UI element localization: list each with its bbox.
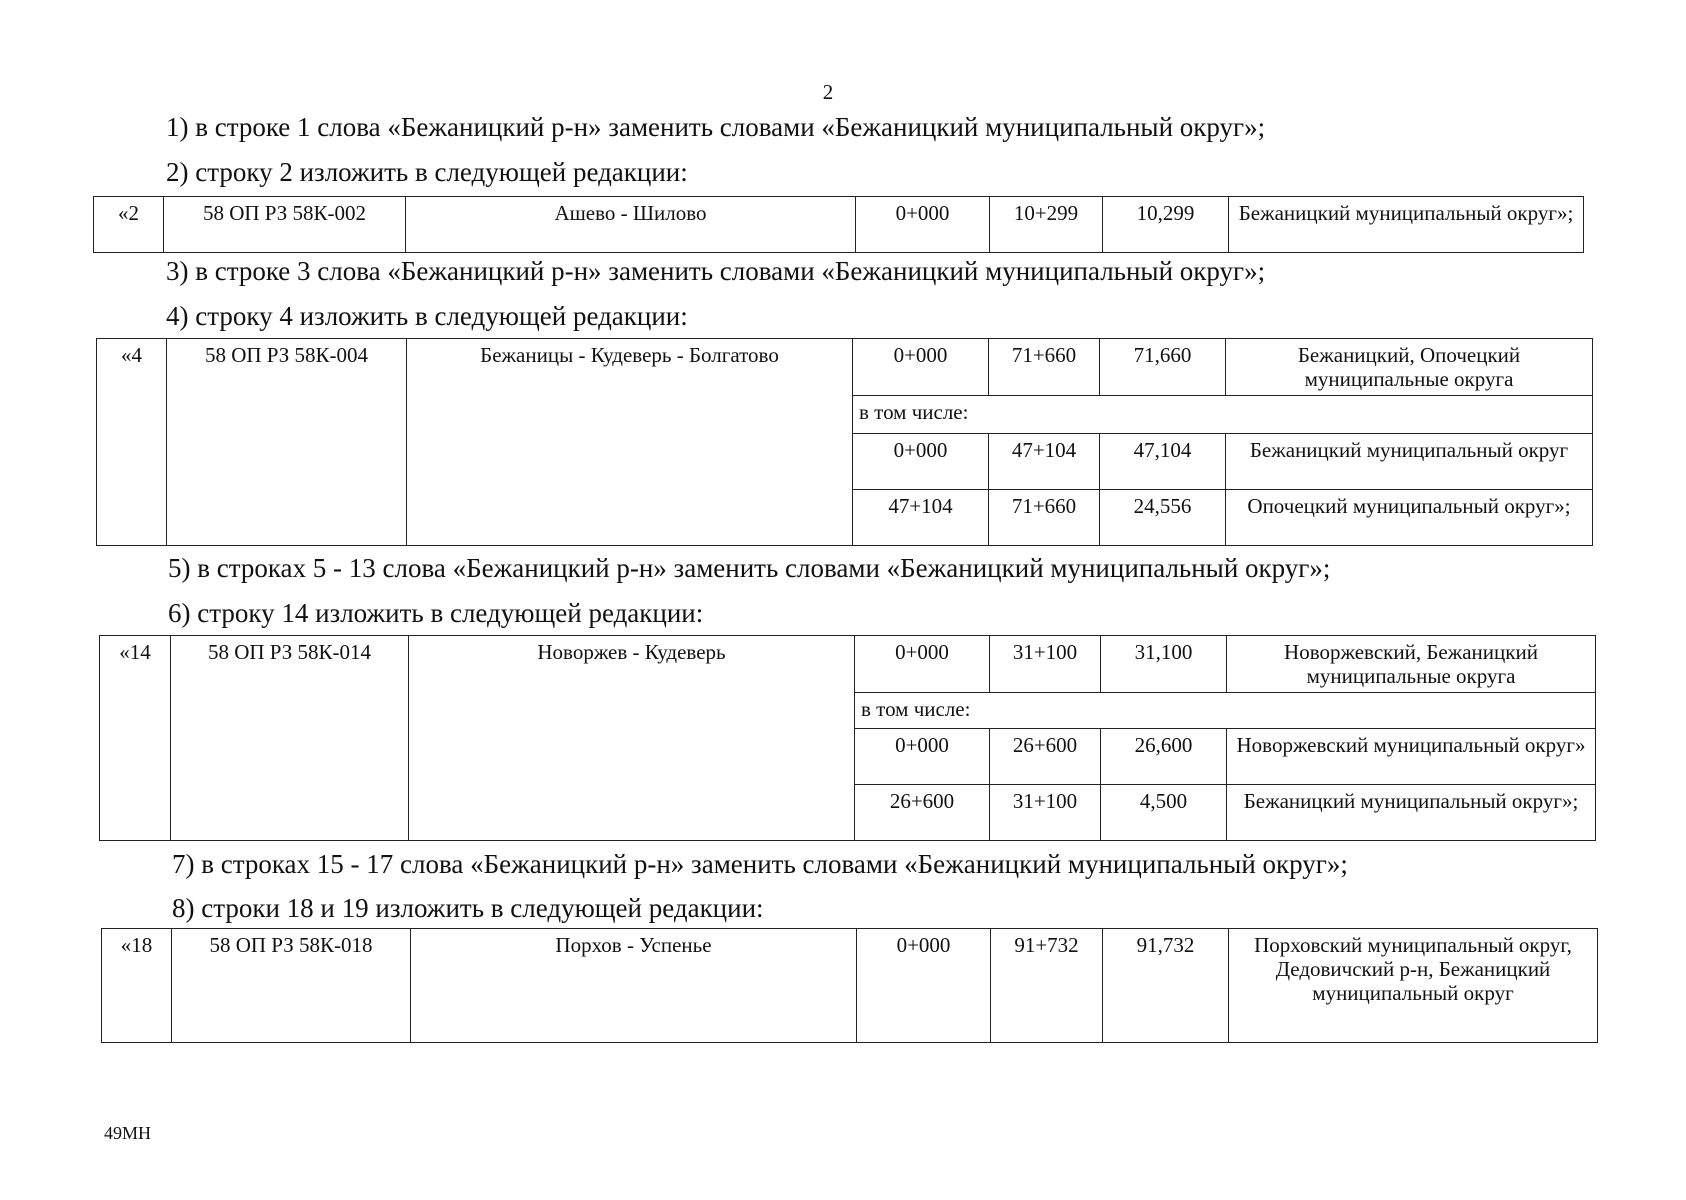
road-name: Ашево - Шилово	[406, 197, 856, 253]
table-row	[100, 636, 1596, 693]
municipality: Новоржевский муниципальный округ»	[1227, 729, 1596, 785]
paragraph-5: 5) в строках 5 - 13 слова «Бежаницкий р-н» заменить словами «Бежаницкий муниципальный округ»;	[168, 553, 1331, 583]
paragraph-6: 6) строку 14 изложить в следующей редакции:	[168, 598, 704, 628]
end-km: 26+600	[990, 729, 1101, 785]
row-number: «18	[102, 929, 172, 1043]
length-km: 24,556	[1100, 490, 1226, 546]
road-code: 58 ОП РЗ 58К-004	[167, 339, 407, 546]
end-km: 71+660	[989, 339, 1100, 396]
start-km: 0+000	[855, 636, 990, 693]
amendment-table-row-18	[101, 928, 1598, 1043]
paragraph-1: 1) в строке 1 слова «Бежаницкий р-н» заменить словами «Бежаницкий муниципальный округ»;	[166, 112, 1266, 142]
municipality: Бежаницкий муниципальный округ	[1226, 434, 1593, 490]
paragraph-8: 8) строки 18 и 19 изложить в следующей редакции:	[172, 893, 764, 923]
start-km: 0+000	[857, 929, 991, 1043]
road-name: Новоржев - Кудеверь	[409, 636, 855, 841]
table-row	[94, 197, 1584, 253]
length-km: 91,732	[1103, 929, 1229, 1043]
end-km: 10+299	[990, 197, 1103, 253]
paragraph-2: 2) строку 2 изложить в следующей редакции:	[166, 157, 688, 187]
municipality: Бежаницкий муниципальный округ»;	[1229, 197, 1584, 253]
length-km: 26,600	[1101, 729, 1227, 785]
including-label: в том числе:	[855, 693, 1596, 729]
end-km: 47+104	[989, 434, 1100, 490]
paragraph-4: 4) строку 4 изложить в следующей редакции:	[166, 301, 688, 331]
road-code: 58 ОП РЗ 58К-018	[172, 929, 411, 1043]
municipality: Новоржевский, Бежаницкий муниципальные округа	[1227, 636, 1596, 693]
length-km: 71,660	[1100, 339, 1226, 396]
row-number: «4	[97, 339, 167, 546]
table-row	[97, 339, 1593, 396]
start-km: 26+600	[855, 785, 990, 841]
start-km: 0+000	[853, 434, 989, 490]
municipality: Бежаницкий муниципальный округ»;	[1227, 785, 1596, 841]
road-code: 58 ОП РЗ 58К-014	[171, 636, 409, 841]
municipality: Опочецкий муниципальный округ»;	[1226, 490, 1593, 546]
municipality: Порховский муниципальный округ, Дедовичский р-н, Бежаницкий муниципальный округ	[1229, 929, 1598, 1043]
end-km: 31+100	[990, 636, 1101, 693]
amendment-table-row-2	[93, 196, 1584, 253]
amendment-table-row-14	[99, 635, 1596, 841]
page-number: 2	[822, 80, 834, 104]
municipality: Бежаницкий, Опочецкий муниципальные округа	[1226, 339, 1593, 396]
end-km: 31+100	[990, 785, 1101, 841]
start-km: 0+000	[853, 339, 989, 396]
paragraph-7: 7) в строках 15 - 17 слова «Бежаницкий р-н» заменить словами «Бежаницкий муниципальный округ»;	[172, 849, 1348, 879]
length-km: 31,100	[1101, 636, 1227, 693]
start-km: 0+000	[855, 729, 990, 785]
road-code: 58 ОП РЗ 58К-002	[164, 197, 406, 253]
table-row	[102, 929, 1598, 1043]
row-number: «14	[100, 636, 171, 841]
length-km: 47,104	[1100, 434, 1226, 490]
row-number: «2	[94, 197, 164, 253]
road-name: Бежаницы - Кудеверь - Болгатово	[407, 339, 853, 546]
document-code: 49МН	[104, 1123, 152, 1143]
paragraph-3: 3) в строке 3 слова «Бежаницкий р-н» заменить словами «Бежаницкий муниципальный округ»;	[166, 256, 1266, 286]
start-km: 0+000	[856, 197, 990, 253]
end-km: 91+732	[991, 929, 1103, 1043]
amendment-table-row-4	[96, 338, 1593, 546]
length-km: 4,500	[1101, 785, 1227, 841]
including-label: в том числе:	[853, 396, 1593, 434]
start-km: 47+104	[853, 490, 989, 546]
road-name: Порхов - Успенье	[411, 929, 857, 1043]
length-km: 10,299	[1103, 197, 1229, 253]
end-km: 71+660	[989, 490, 1100, 546]
